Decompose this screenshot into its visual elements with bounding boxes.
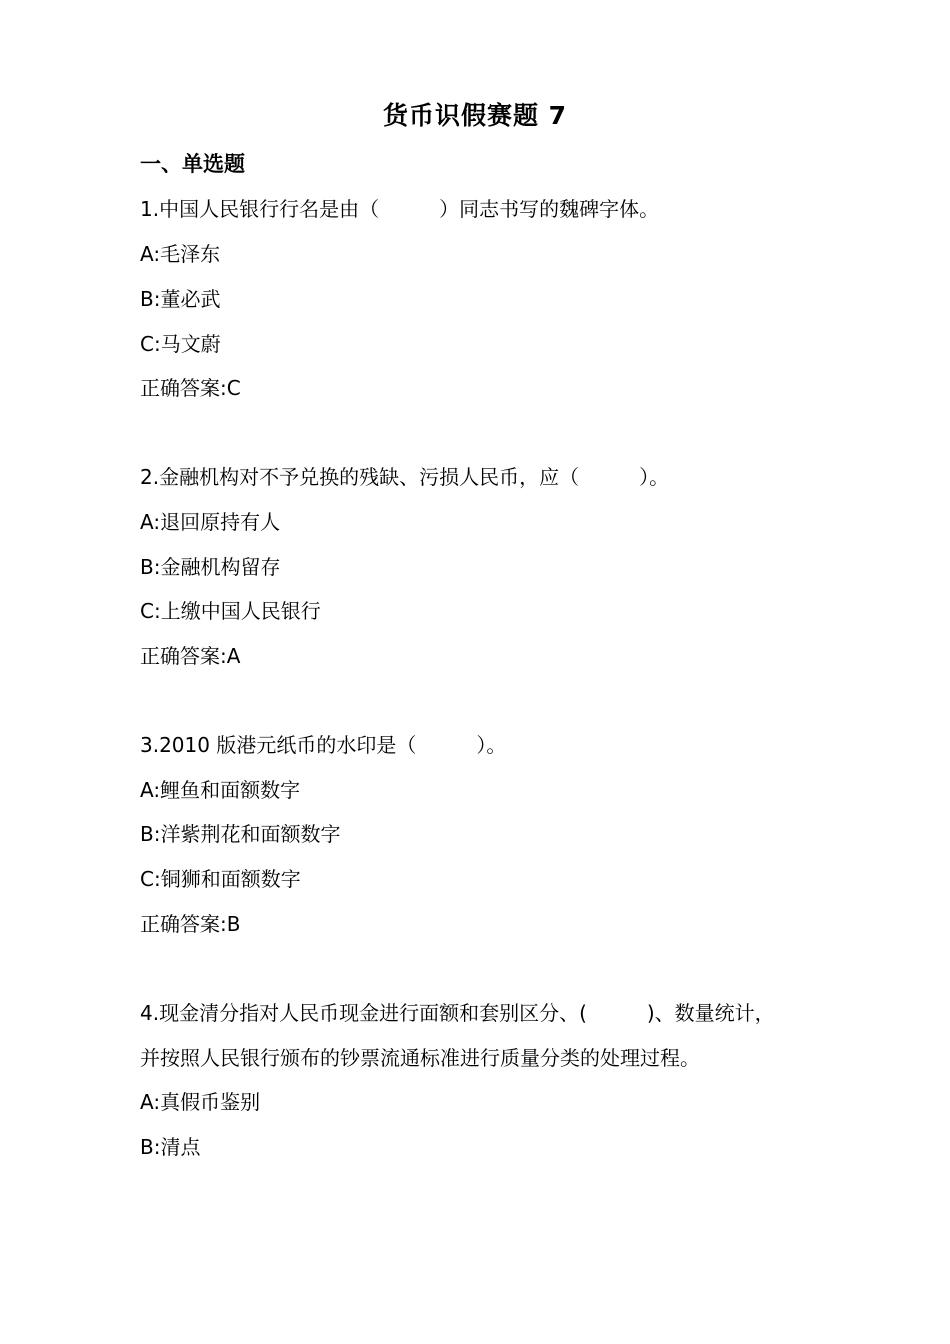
question-1-stem: 1.中国人民银行行名是由（ ）同志书写的魏碑字体。 xyxy=(140,197,660,221)
question-3-option-c: C:铜狮和面额数字 xyxy=(140,867,301,891)
question-3-answer: 正确答案:B xyxy=(140,912,241,936)
question-3-option-a: A:鲤鱼和面额数字 xyxy=(140,778,301,802)
question-1-option-c: C:马文蔚 xyxy=(140,332,221,356)
question-3-stem: 3.2010 版港元纸币的水印是（ ）。 xyxy=(140,733,507,757)
question-2-option-c: C:上缴中国人民银行 xyxy=(140,599,321,623)
question-2-option-a: A:退回原持有人 xyxy=(140,510,281,534)
question-4-stem-line-1: 4.现金清分指对人民币现金进行面额和套别区分、( )、数量统计， xyxy=(140,1001,775,1025)
question-1-option-a: A:毛泽东 xyxy=(140,242,221,266)
question-3-option-b: B:洋紫荆花和面额数字 xyxy=(140,822,341,846)
question-2-stem: 2.金融机构对不予兑换的残缺、污损人民币，应（ ）。 xyxy=(140,465,670,489)
section-heading: 一、单选题 xyxy=(140,152,245,176)
question-4-option-a: A:真假币鉴别 xyxy=(140,1090,261,1114)
question-1-answer: 正确答案:C xyxy=(140,376,241,400)
question-1-option-b: B:董必武 xyxy=(140,287,221,311)
question-2-answer: 正确答案:A xyxy=(140,644,241,668)
question-2-option-b: B:金融机构留存 xyxy=(140,555,281,579)
document-title: 货币识假赛题 7 xyxy=(382,101,568,130)
question-4-option-b: B:清点 xyxy=(140,1135,201,1159)
question-4-stem-line-2: 并按照人民银行颁布的钞票流通标准进行质量分类的处理过程。 xyxy=(140,1046,700,1070)
